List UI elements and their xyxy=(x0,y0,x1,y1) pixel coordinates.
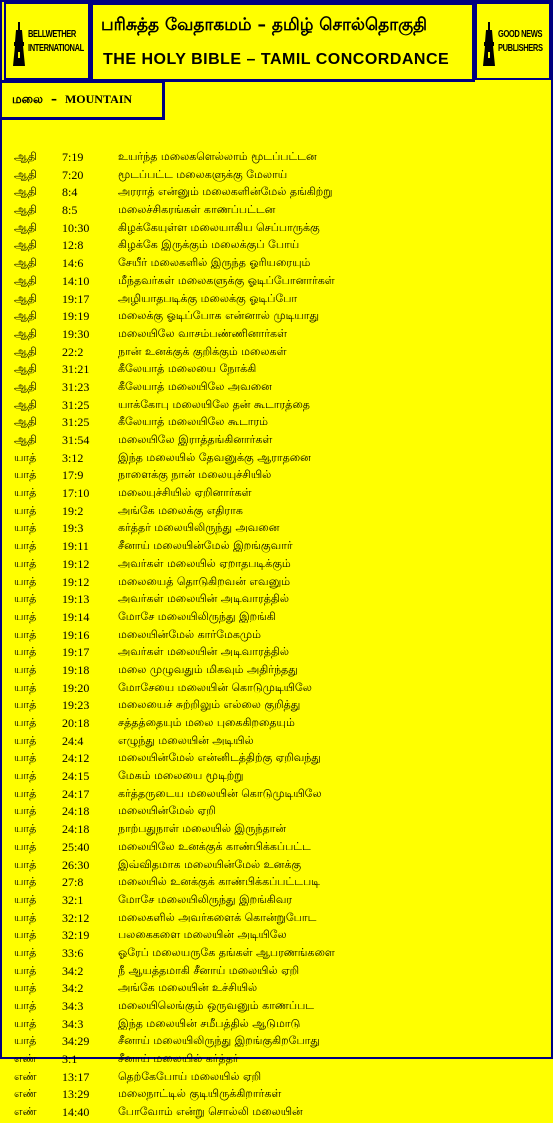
verse-ref: 19:2 xyxy=(62,503,84,518)
list-item xyxy=(14,999,544,1017)
verse-ref: 24:12 xyxy=(62,751,90,766)
verse-text: மலையுச்சியில் ஏறினார்கள் xyxy=(118,486,252,500)
verse-ref: 24:4 xyxy=(62,733,84,748)
book-abbrev: யாத் xyxy=(14,574,37,588)
verse-text: அழியாதபடிக்கு மலைக்கு ஓடிப்போ xyxy=(118,291,298,305)
book-abbrev: யாத் xyxy=(14,928,37,942)
verse-ref: 14:40 xyxy=(62,1105,90,1120)
list-item xyxy=(14,345,544,363)
list-item xyxy=(14,168,544,186)
list-item xyxy=(14,911,544,929)
verse-ref: 20:18 xyxy=(62,716,90,730)
list-item xyxy=(14,1034,544,1052)
verse-ref: 19:17 xyxy=(62,645,90,660)
list-item xyxy=(14,787,544,805)
left-logo-box xyxy=(4,2,90,80)
verse-text: மேகம் மலையை மூடிற்று xyxy=(118,769,244,783)
verse-text: மலை முழுவதும் மிகவும் அதிர்ந்தது xyxy=(118,662,298,676)
book-abbrev: ஆதி xyxy=(14,326,37,340)
verse-ref: 31:23 xyxy=(62,379,90,394)
verse-ref: 7:20 xyxy=(62,167,84,182)
list-item xyxy=(14,486,544,504)
verse-ref: 3:1 xyxy=(62,1052,78,1067)
left-logo-text: BELLWETHER INTERNATIONAL xyxy=(28,29,84,54)
verse-ref: 17:10 xyxy=(62,486,90,501)
verse-ref: 24:18 xyxy=(62,804,90,819)
list-item xyxy=(14,734,544,752)
list-item xyxy=(14,893,544,911)
verse-ref: 34:2 xyxy=(62,963,84,978)
verse-text: கீலேயாத் மலையிலே கூடாரம் xyxy=(118,415,269,429)
list-item xyxy=(14,504,544,522)
verse-text: மலையின்மேல் ஏறி xyxy=(118,804,216,818)
tower-icon xyxy=(12,22,26,66)
verse-ref: 19:30 xyxy=(62,326,90,341)
verse-ref: 13:17 xyxy=(62,1069,90,1084)
book-abbrev: யாத் xyxy=(14,592,37,606)
headword-english: MOUNTAIN xyxy=(64,92,133,106)
verse-ref: 8:5 xyxy=(62,203,78,218)
verse-text: மலையிலே உனக்குக் காண்பிக்கப்பட்ட xyxy=(118,839,311,853)
book-abbrev: ஆதி xyxy=(14,150,37,163)
book-abbrev: ஆதி xyxy=(14,379,37,393)
book-abbrev: யாத் xyxy=(14,1016,37,1030)
verse-ref: 27:8 xyxy=(62,875,84,890)
book-abbrev: ஆதி xyxy=(14,185,37,199)
verse-ref: 24:15 xyxy=(62,769,90,784)
list-item xyxy=(14,645,544,663)
book-abbrev: யாத் xyxy=(14,822,37,836)
book-abbrev: யாத் xyxy=(14,839,37,853)
book-abbrev: யாத் xyxy=(14,609,37,623)
verse-ref: 31:25 xyxy=(62,397,90,412)
verse-ref: 32:12 xyxy=(62,910,90,925)
verse-text: யாக்கோபு மலையிலே தன் கூடாரத்தை xyxy=(118,397,310,411)
verse-text: மலையின்மேல் கார்மேகமும் xyxy=(118,627,261,641)
verse-text: நீ ஆயத்தமாகி சீனாய் மலையில் ஏறி xyxy=(118,963,300,977)
list-item xyxy=(14,433,544,451)
verse-ref: 14:6 xyxy=(62,256,84,271)
book-abbrev: ஆதி xyxy=(14,238,37,252)
title-english: THE HOLY BIBLE – TAMIL CONCORDANCE xyxy=(103,51,450,68)
list-item xyxy=(14,628,544,646)
list-item xyxy=(14,292,544,310)
book-abbrev: எண் xyxy=(14,1052,37,1066)
book-abbrev: யாத் xyxy=(14,680,37,694)
verse-text: மோசே மலையிலிருந்து இறங்கி xyxy=(118,609,276,623)
verse-text: இந்த மலையில் தேவனுக்கு ஆராதனை xyxy=(118,450,311,464)
book-abbrev: ஆதி xyxy=(14,167,37,181)
headword-box xyxy=(2,80,165,120)
right-logo-box xyxy=(475,2,551,80)
verse-text: உயர்ந்த மலைகளெல்லாம் மூடப்பட்டன xyxy=(118,150,317,163)
list-item xyxy=(14,751,544,769)
verse-ref: 12:8 xyxy=(62,238,84,253)
verse-text: கீலேயாத் மலையை நோக்கி xyxy=(118,362,257,376)
verse-text: கிழக்கே இருக்கும் மலைக்குப் போய் xyxy=(118,238,300,252)
book-abbrev: ஆதி xyxy=(14,220,37,234)
verse-text: சத்தத்தையும் மலை புகைகிறதையும் xyxy=(118,716,295,729)
verse-text: இந்த மலையின் சமீபத்தில் ஆடுமாடு xyxy=(118,1016,301,1030)
verse-ref: 34:29 xyxy=(62,1034,90,1049)
list-item xyxy=(14,238,544,256)
list-item xyxy=(14,380,544,398)
list-item xyxy=(14,327,544,345)
list-item xyxy=(14,981,544,999)
book-abbrev: ஆதி xyxy=(14,256,37,270)
book-abbrev: யாத் xyxy=(14,804,37,818)
book-abbrev: ஆதி xyxy=(14,291,37,305)
headword xyxy=(12,92,132,108)
book-abbrev: யாத் xyxy=(14,556,37,570)
verse-ref: 17:9 xyxy=(62,468,84,483)
headword-tamil: மலை xyxy=(12,92,43,106)
book-abbrev: ஆதி xyxy=(14,433,37,446)
verse-ref: 19:3 xyxy=(62,521,84,536)
verse-text: இவ்விதமாக மலையின்மேல் உனக்கு xyxy=(118,857,302,871)
verse-ref: 31:21 xyxy=(62,362,90,377)
verse-text: அவர்கள் மலையின் அடிவாரத்தில் xyxy=(118,592,290,606)
verse-text: மலைக்கு ஓடிப்போக என்னால் முடியாது xyxy=(118,309,320,323)
list-item xyxy=(14,539,544,557)
verse-ref: 19:11 xyxy=(62,539,89,554)
book-abbrev: ஆதி xyxy=(14,362,37,376)
verse-ref: 19:18 xyxy=(62,662,90,677)
verse-text: கிழக்கேயுள்ள மலையாகிய செப்பாருக்கு xyxy=(118,220,320,234)
verse-ref: 24:18 xyxy=(62,822,90,837)
verse-ref: 24:17 xyxy=(62,786,90,801)
list-item xyxy=(14,716,544,734)
verse-text: மூடப்பட்ட மலைகளுக்கு மேலாய் xyxy=(118,167,288,181)
verse-text: மலையில் உனக்குக் காண்பிக்கப்பட்டபடி xyxy=(118,875,320,889)
verse-text: சீனாய் மலையிலிருந்து இறங்குகிறபோது xyxy=(118,1034,320,1048)
verse-text: அங்கே மலைக்கு எதிராக xyxy=(118,503,243,517)
verse-ref: 19:13 xyxy=(62,592,90,607)
verse-ref: 22:2 xyxy=(62,344,84,359)
book-abbrev: எண் xyxy=(14,1069,37,1083)
list-item xyxy=(14,557,544,575)
verse-text: சேயீர் மலைகளில் இருந்த ஓரியரையும் xyxy=(118,256,311,270)
book-abbrev: ஆதி xyxy=(14,273,37,287)
verse-ref: 34:2 xyxy=(62,981,84,996)
verse-text: தெற்கேபோய் மலையில் ஏறி xyxy=(118,1069,262,1083)
verse-ref: 34:3 xyxy=(62,1016,84,1031)
right-logo-text: GOOD NEWS PUBLISHERS xyxy=(498,29,543,54)
verse-text: சீனாய் மலையின்மேல் இறங்குவார் xyxy=(118,539,293,553)
verse-text: மலையைச் சுற்றிலும் எல்லை குறித்து xyxy=(118,698,301,712)
book-abbrev: யாத் xyxy=(14,539,37,553)
concordance-list xyxy=(14,150,544,1123)
list-item xyxy=(14,964,544,982)
verse-ref: 10:30 xyxy=(62,220,90,235)
title-tamil: பரிசுத்த வேதாகமம் – தமிழ் சொல்தொகுதி xyxy=(101,15,428,35)
list-item xyxy=(14,769,544,787)
list-item xyxy=(14,468,544,486)
list-item xyxy=(14,610,544,628)
book-abbrev: யாத் xyxy=(14,450,37,464)
list-item xyxy=(14,1017,544,1035)
verse-text: மலையிலே வாசம்பண்ணினார்கள் xyxy=(118,326,288,340)
book-abbrev: யாத் xyxy=(14,645,37,659)
book-abbrev: யாத் xyxy=(14,521,37,535)
list-item xyxy=(14,256,544,274)
verse-text: மீந்தவர்கள் மலைகளுக்கு ஓடிப்போனார்கள் xyxy=(118,273,335,287)
list-item xyxy=(14,185,544,203)
list-item xyxy=(14,1052,544,1070)
book-abbrev: யாத் xyxy=(14,999,37,1012)
list-item xyxy=(14,150,544,168)
list-item xyxy=(14,804,544,822)
verse-ref: 32:1 xyxy=(62,892,84,907)
list-item xyxy=(14,362,544,380)
book-abbrev: யாத் xyxy=(14,892,37,906)
verse-ref: 14:10 xyxy=(62,273,90,288)
book-abbrev: ஆதி xyxy=(14,309,37,323)
verse-ref: 26:30 xyxy=(62,857,90,872)
tower-icon xyxy=(482,22,496,66)
list-item xyxy=(14,451,544,469)
verse-text: போவோம் என்று சொல்லி மலையின் xyxy=(118,1105,303,1119)
good-news-logo xyxy=(482,18,542,66)
verse-text: கீலேயாத் மலையிலே அவனை xyxy=(118,379,272,393)
book-abbrev: யாத் xyxy=(14,857,37,871)
book-abbrev: ஆதி xyxy=(14,415,37,429)
verse-text: கர்த்தருடைய மலையின் கொடுமுடியிலே xyxy=(118,786,322,800)
book-abbrev: யாத் xyxy=(14,627,37,641)
book-abbrev: யாத் xyxy=(14,945,37,959)
verse-text: எழுந்து மலையின் அடியில் xyxy=(118,733,254,747)
verse-text: அவர்கள் மலையில் ஏறாதபடிக்கும் xyxy=(118,556,291,570)
verse-ref: 19:20 xyxy=(62,680,90,695)
list-item xyxy=(14,840,544,858)
book-abbrev: யாத் xyxy=(14,698,37,712)
book-abbrev: ஆதி xyxy=(14,344,37,358)
book-abbrev: யாத் xyxy=(14,468,37,482)
verse-ref: 19:16 xyxy=(62,627,90,642)
bellwether-logo xyxy=(12,18,84,66)
book-abbrev: ஆதி xyxy=(14,203,37,217)
book-abbrev: யாத் xyxy=(14,963,37,977)
book-abbrev: யாத் xyxy=(14,875,37,889)
list-item xyxy=(14,928,544,946)
book-abbrev: யாத் xyxy=(14,981,37,995)
list-item xyxy=(14,203,544,221)
verse-ref: 31:54 xyxy=(62,433,90,447)
list-item xyxy=(14,415,544,433)
list-item xyxy=(14,822,544,840)
verse-ref: 19:12 xyxy=(62,556,90,571)
verse-ref: 7:19 xyxy=(62,150,84,164)
verse-ref: 33:6 xyxy=(62,945,84,960)
verse-text: மலையைத் தொடுகிறவன் எவனும் xyxy=(118,574,291,588)
verse-text: மோசே மலையிலிருந்து இறங்கிவர xyxy=(118,892,293,906)
verse-ref: 34:3 xyxy=(62,999,84,1013)
verse-text: பலகைகளை மலையின் அடியிலே xyxy=(118,928,287,942)
list-item xyxy=(14,663,544,681)
book-abbrev: யாத் xyxy=(14,910,37,924)
verse-text: நான் உனக்குக் குறிக்கும் மலைகள் xyxy=(118,344,287,358)
list-item xyxy=(14,1105,544,1123)
book-abbrev: யாத் xyxy=(14,503,37,517)
book-abbrev: யாத் xyxy=(14,769,37,783)
list-item xyxy=(14,875,544,893)
verse-ref: 13:29 xyxy=(62,1087,90,1102)
list-item xyxy=(14,681,544,699)
verse-text: அங்கே மலையின் உச்சியில் xyxy=(118,981,258,995)
verse-text: மோசேயை மலையின் கொடுமுடியிலே xyxy=(118,680,312,694)
list-item xyxy=(14,858,544,876)
verse-ref: 25:40 xyxy=(62,839,90,854)
title-box xyxy=(90,2,475,82)
list-item xyxy=(14,592,544,610)
book-abbrev: யாத் xyxy=(14,486,37,500)
verse-text: அரராத் என்னும் மலைகளின்மேல் தங்கிற்று xyxy=(118,185,333,199)
verse-text: மலைநாட்டில் குடியிருக்கிறார்கள் xyxy=(118,1087,282,1101)
book-abbrev: எண் xyxy=(14,1105,37,1119)
verse-text: மலையிலே இராத்தங்கினார்கள் xyxy=(118,433,273,446)
book-abbrev: எண் xyxy=(14,1087,37,1101)
list-item xyxy=(14,309,544,327)
book-abbrev: யாத் xyxy=(14,662,37,676)
verse-ref: 31:25 xyxy=(62,415,90,430)
book-abbrev: யாத் xyxy=(14,786,37,800)
verse-text: நாற்பதுநாள் மலையில் இருந்தான் xyxy=(118,822,287,836)
verse-ref: 19:23 xyxy=(62,698,90,713)
verse-text: நாளைக்கு நான் மலையுச்சியில் xyxy=(118,468,272,482)
list-item xyxy=(14,1087,544,1105)
verse-ref: 19:14 xyxy=(62,609,90,624)
list-item xyxy=(14,274,544,292)
verse-ref: 8:4 xyxy=(62,185,78,200)
verse-text: சீனாய் மலையில் கர்த்தர் xyxy=(118,1052,239,1066)
verse-ref: 19:17 xyxy=(62,291,90,306)
verse-text: மலையிலெங்கும் ஒருவனும் காணப்பட xyxy=(118,999,315,1012)
verse-ref: 3:12 xyxy=(62,450,84,465)
list-item xyxy=(14,1070,544,1088)
list-item xyxy=(14,946,544,964)
list-item xyxy=(14,698,544,716)
book-abbrev: ஆதி xyxy=(14,397,37,411)
verse-text: மலைகளில் அவர்களைக் கொன்றுபோட xyxy=(118,910,317,924)
verse-ref: 19:19 xyxy=(62,309,90,324)
headword-dash: – xyxy=(50,92,57,106)
verse-text: அவர்கள் மலையின் அடிவாரத்தில் xyxy=(118,645,290,659)
book-abbrev: யாத் xyxy=(14,733,37,747)
verse-text: மலைச்சிகரங்கள் காணப்பட்டன xyxy=(118,203,276,217)
list-item xyxy=(14,575,544,593)
verse-ref: 19:12 xyxy=(62,574,90,589)
book-abbrev: யாத் xyxy=(14,751,37,765)
verse-text: கர்த்தர் மலையிலிருந்து அவனை xyxy=(118,521,280,535)
verse-text: மலையின்மேல் என்னிடத்திற்கு ஏறிவந்து xyxy=(118,751,321,765)
list-item xyxy=(14,521,544,539)
list-item xyxy=(14,221,544,239)
book-abbrev: யாத் xyxy=(14,716,37,729)
list-item xyxy=(14,398,544,416)
verse-ref: 32:19 xyxy=(62,928,90,943)
verse-text: ஓரேப் மலையருகே தங்கள் ஆபரணங்களை xyxy=(118,945,335,959)
book-abbrev: யாத் xyxy=(14,1034,37,1048)
